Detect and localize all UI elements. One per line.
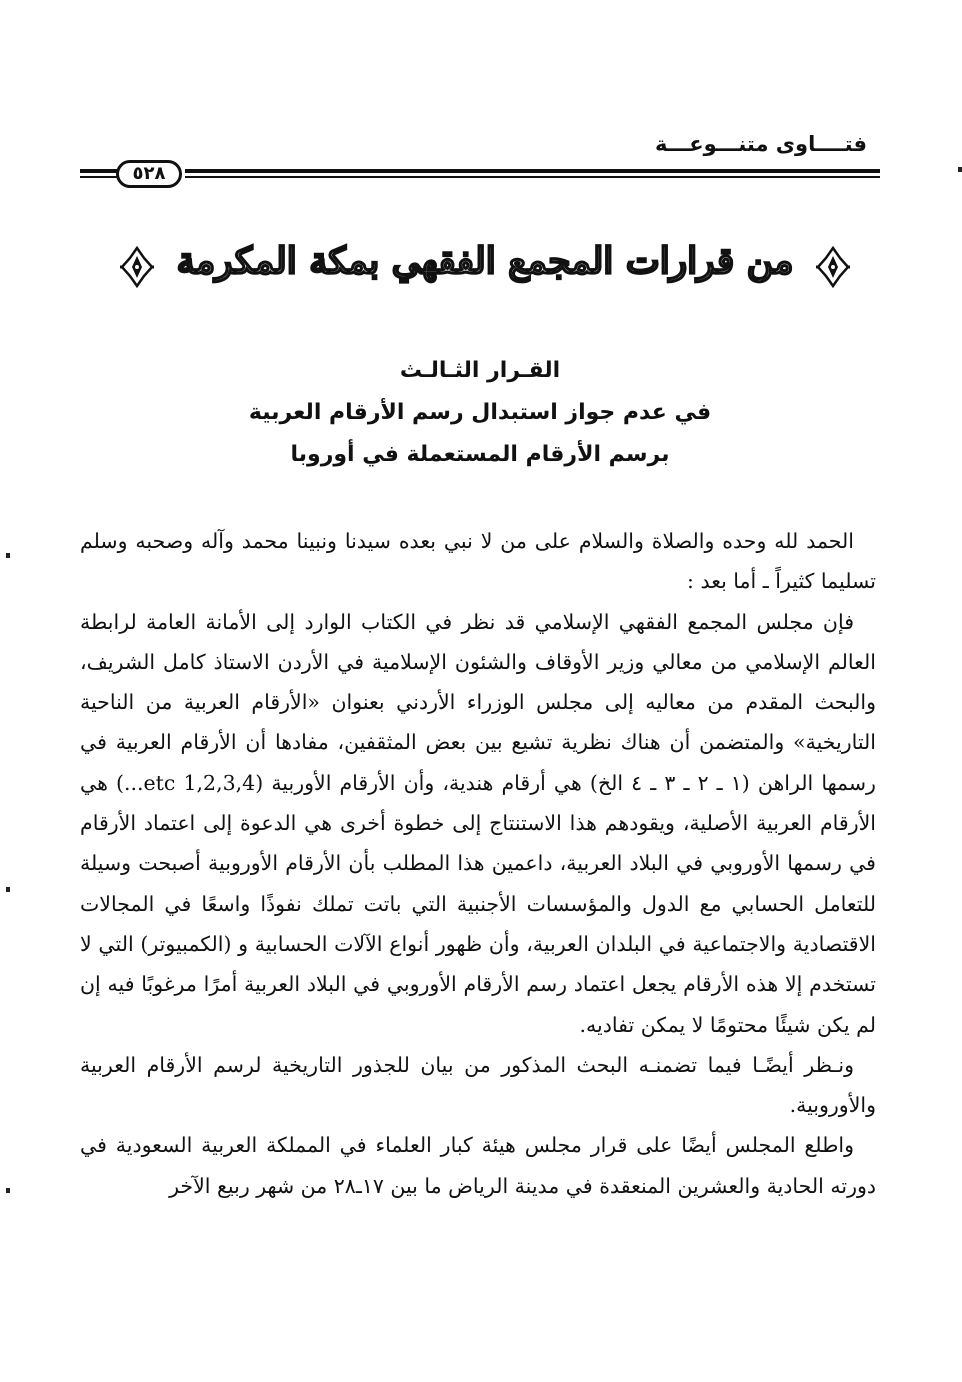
paragraph-main: فإن مجلس المجمع الفقهي الإسلامي قد نظر في الكتاب الوارد إلى الأمانة العامة لرابطة العالم الإسلامي من معالي وزير الأوقاف والشئون الإسلامية في الأردن الاستاذ كامل الشريف، والبحث المقدم من معاليه إلى مجلس الوزراء الأردني بعنوان «الأرقام العربية من الناحية التاريخية» والمتضمن أن هناك نظرية تشيع بين بعض المثقفين، مفادها أن الأرقام العربية في رسمها الراهن (١ ـ ٢ ـ ٣ ـ ٤ الخ) هي أرقام هندية، وأن الأرقام الأوربية (1,2,3,4 etc...) هي الأرقام العربية الأصلية، ويقودهم هذا الاستنتاج إلى خطوة أخرى هي الدعوة إلى اعتماد الأرقام في رسمها الأوروبي في البلاد العربية، داعمين هذا المطلب بأن الأرقام الأوروبية أصبحت وسيلة للتعامل الحسابي مع الدول والمؤسسات الأجنبية التي باتت تملك نفوذًا واسعًا في المجالات الاقتصادية والاجتماعية في البلدان العربية، وأن ظهور أنواع الآلات الحسابية و (الكمبيوتر) التي لا تستخدم إلا هذه الأرقام يجعل اعتماد رسم الأرقام الأوروبي في البلاد العربية أمرًا مرغوبًا فيه إن لم يكن شيئًا محتومًا لا يمكن تفاديه. [80, 609, 876, 1037]
running-title: فتــــاوى متنـــوعـــة [655, 132, 867, 156]
page-number: ٥٢٨ [116, 160, 182, 188]
section-title: من قرارات المجمع الفقهي بمكة المكرمة [176, 240, 794, 282]
header-rule-left-thin [80, 176, 117, 178]
paragraph-council: واطلع المجلس أيضًا على قرار مجلس هيئة كبار العلماء في المملكة العربية السعودية في دورته الحادية والعشرين المنعقدة في مدينة الرياض ما بين ١٧ـ٢٨ من شهر ربيع الآخر [80, 1133, 876, 1198]
section-title-banner [120, 234, 850, 300]
margin-mark [6, 887, 10, 892]
body-text [80, 521, 876, 1206]
margin-mark [6, 553, 10, 558]
running-header [87, 132, 867, 162]
decision-subtitle-2: برسم الأرقام المستعملة في أوروبا [290, 442, 670, 467]
header-rule-thin [185, 176, 880, 178]
decision-subtitle-1: في عدم جواز استبدال رسم الأرقام العربية [248, 400, 712, 425]
ornament-right-icon [816, 246, 850, 288]
header-rule [80, 162, 880, 186]
paragraph-roots: ونـظر أيضًـا فيما تضمنـه البحث المذكور من بيان للجذور التاريخية لرسم الأرقام العربية والأوروبية. [80, 1052, 876, 1118]
header-rule-thick [185, 169, 880, 173]
header-rule-left-thick [80, 169, 117, 173]
ornament-left-icon [120, 246, 154, 288]
decision-heading-block [120, 350, 840, 476]
margin-mark [958, 167, 962, 172]
paragraph-opening: الحمد لله وحده والصلاة والسلام على من لا نبي بعده سيدنا ونبينا محمد وآله وصحبه وسلم تسليما كثيراً ـ أما بعد : [80, 529, 876, 594]
margin-mark [6, 1188, 10, 1193]
decision-title: القـرار الثـالـث [399, 358, 561, 383]
